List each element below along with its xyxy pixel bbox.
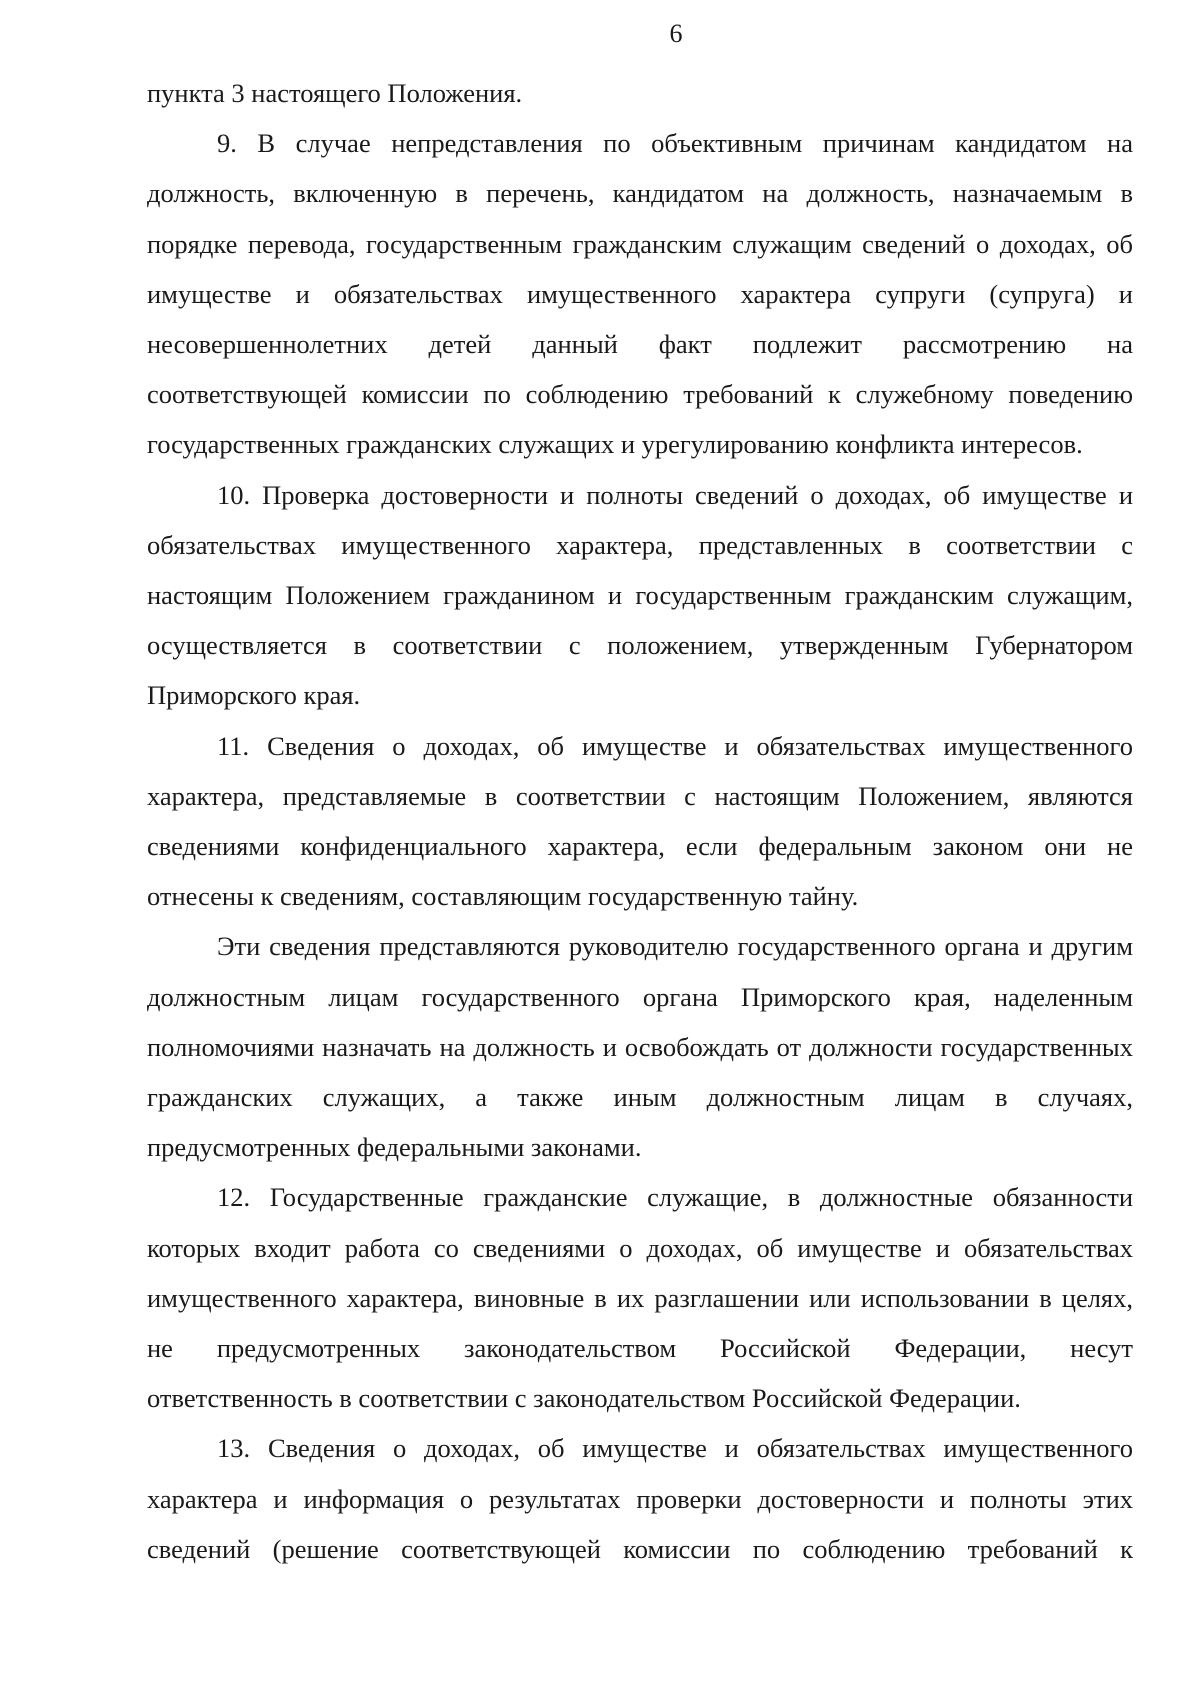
paragraph-continuation: пункта 3 настоящего Положения.: [147, 78, 523, 108]
paragraph-item-11-continued: Эти сведения представляются руководителю государственного органа и другим должностным лицам государственного органа Приморского края, наделенным полномочиями назначать на должность и освобождать от должности государственных гражданских служащих, а также иным должностным лицам в случаях, предусмотренных федеральными законами.: [147, 931, 1133, 1163]
paragraph-item-11: 11. Сведения о доходах, об имуществе и обязательствах имущественного характера, представляемые в соответствии с настоящим Положением, являются сведениями конфиденциального характера, если федеральным законом они не отнесены к сведениям, составляющим государственную тайну.: [147, 730, 1133, 912]
document-body: [147, 68, 1133, 1574]
paragraph-item-10: 10. Проверка достоверности и полноты сведений о доходах, об имуществе и обязательствах имущественного характера, представленных в соответствии с настоящим Положением гражданином и государственным гражданским служащим, осуществляется в соответствии с положением, утвержденным Губернатором Приморского края.: [147, 479, 1133, 711]
paragraph-item-9: 9. В случае непредставления по объективным причинам кандидатом на должность, включенную в перечень, кандидатом на должность, назначаемым в порядке перевода, государственным гражданским служащим сведений о доходах, об имуществе и обязательствах имущественного характера супруги (супруга) и несовершеннолетних детей данный факт подлежит рассмотрению на соответствующей комиссии по соблюдению требований к служебному поведению государственных гражданских служащих и урегулированию конфликта интересов.: [147, 128, 1133, 460]
page-number: 6: [669, 19, 683, 48]
paragraph-item-13: 13. Сведения о доходах, об имуществе и обязательствах имущественного характера и информация о результатах проверки достоверности и полноты этих сведений (решение соответствующей комиссии по соблюдению требований к: [147, 1433, 1133, 1564]
paragraph-item-12: 12. Государственные гражданские служащие, в должностные обязанности которых входит работа со сведениями о доходах, об имуществе и обязательствах имущественного характера, виновные в их разглашении или использовании в целях, не предусмотренных законодательством Российской Федерации, несут ответственность в соответствии с законодательством Российской Федерации.: [147, 1182, 1133, 1414]
